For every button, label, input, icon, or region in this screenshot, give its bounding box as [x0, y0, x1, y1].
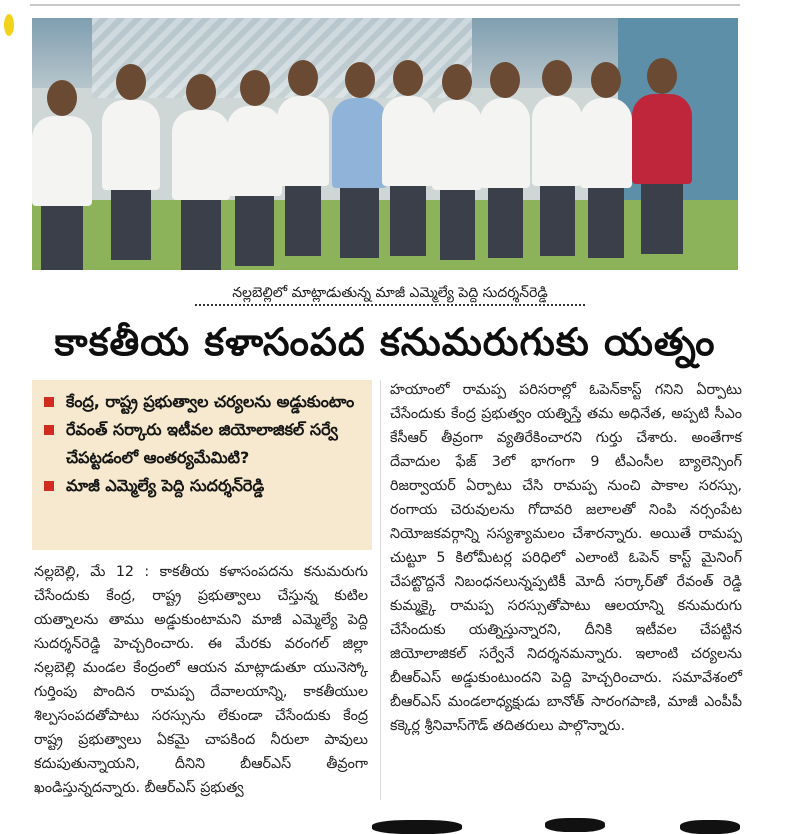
- headline: కాకతీయ కళాసంపద కనుమరుగుకు యత్నం: [54, 320, 716, 364]
- column-divider: [380, 380, 381, 800]
- photo-person-head: [345, 62, 375, 98]
- page-marker: [4, 14, 14, 36]
- photo-person-head: [186, 74, 216, 110]
- highlight-item: [44, 388, 364, 416]
- photo-person-legs: [111, 190, 152, 260]
- photo-person: [332, 98, 387, 188]
- photo-person: [532, 96, 582, 186]
- photo-person-legs: [285, 186, 321, 256]
- next-headline-fragment: [372, 820, 462, 834]
- photo-person: [277, 96, 329, 186]
- highlight-text: కేంద్ర, రాష్ట్ర ప్రభుత్వాల చర్యలను అడ్డుకుంటాం: [66, 392, 355, 411]
- photo-person: [480, 98, 530, 188]
- photo-person: [32, 116, 92, 206]
- photo-person: [632, 94, 692, 184]
- article-column-right: హయాంలో రామప్ప పరిసరాల్లో ఓపెన్‌కాస్ట్ గనిని ఏర్పాటు చేసేందుకు కేంద్ర ప్రభుత్వం యత్నిస్తే తమ అధినేత, అప్పటి సీఎం కేసీఆర్ తీవ్రంగా వ్యతిరేకించారని గుర్తు చేశారు. అంతేగాక దేవాదుల ఫేజ్ 3లో భాగంగా 9 టీఎంసీల బ్యాలెన్సింగ్ రిజర్వాయర్ ఏర్పాటు చేసి రామప్ప నుంచి పాకాల సరస్సు, రంగాయ చెరువులను గోదావరి జలాలతో నింపి నర్సంపేట నియోజకవర్గాన్ని సస్యశ్యామలం చేశారన్నారు. అయితే రామప్ప చుట్టూ 5 కిలోమీటర్ల పరిధిలో ఎలాంటి ఓపెన్ కాస్ట్ మైనింగ్ చేపట్టొద్దనే నిబంధనలున్నప్పటికీ మోదీ సర్కార్‌తో రేవంత్ రెడ్డి కుమ్మక్కై రామప్ప సరస్సుతోపాటు ఆలయాన్ని కనుమరుగు చేసేందుకు యత్నిస్తున్నారని, దీనికి ఇటీవల చేపట్టిన జియోలాజికల్ సర్వేనే నిదర్శనమన్నారు. ఇలాంటి చర్యలను బీఆర్ఎస్ అడ్డుకుంటుందని పెద్ది హెచ్చరించారు. సమావేశంలో బీఆర్ఎస్ మండలాధ్యక్షుడు బానోత్ సారంగపాణి, మాజీ ఎంపీపీ కక్కెర్ల శ్రీనివాస్‌గౌడ్ తదితరులు పాల్గొన్నారు.: [390, 382, 742, 734]
- article-column-left: నల్లబెల్లి, మే 12 : కాకతీయ కళాసంపదను కనుమరుగు చేసేందుకు కేంద్ర, రాష్ట్ర ప్రభుత్వాలు చేస్తున్న కుటిల యత్నాలను తాము అడ్డుకుంటామని మాజీ ఎమ్మెల్యే పెద్ది సుదర్శన్‌రెడ్డి హెచ్చరించారు. ఈ మేరకు వరంగల్ జిల్లా నల్లబెల్లి మండల కేంద్రంలో ఆయన మాట్లాడుతూ యునెస్కో గుర్తింపు పొందిన రామప్ప దేవాలయాన్ని, కాకతీయుల శిల్పసంపదతోపాటు సరస్సును లేకుండా చేసేందుకు కేంద్ర రాష్ట్ర ప్రభుత్వాలు ఏకమై చాపకింద నీరులా పావులు కదుపుతున్నాయని, దీనిని బీఆర్ఎస్ తీవ్రంగా ఖండిస్తున్నదన్నారు. బీఆర్ఎస్ ప్రభుత్వ: [34, 564, 368, 796]
- next-headline-fragment: [545, 818, 605, 832]
- next-article-strip: [0, 812, 800, 831]
- bullet-icon: [44, 481, 54, 491]
- photo-person-legs: [235, 196, 274, 266]
- photo-person: [172, 110, 230, 200]
- photo-person: [227, 106, 282, 196]
- photo-person: [580, 98, 632, 188]
- photo-person-legs: [440, 190, 475, 260]
- photo-person-head: [116, 64, 146, 100]
- photo-person-head: [393, 60, 423, 96]
- bullet-icon: [44, 397, 54, 407]
- photo-person: [102, 100, 160, 190]
- photo-person-legs: [540, 186, 575, 256]
- photo-person-head: [442, 64, 472, 100]
- photo-person-legs: [41, 206, 83, 270]
- photo-person-legs: [181, 200, 222, 270]
- photo-person-legs: [488, 188, 523, 258]
- photo-person-legs: [340, 188, 379, 258]
- photo-person-head: [647, 58, 677, 94]
- photo-person-legs: [641, 184, 683, 254]
- photo-person-head: [47, 80, 77, 116]
- news-photo: [32, 18, 738, 270]
- photo-person-head: [490, 62, 520, 98]
- highlight-item: [44, 472, 364, 500]
- photo-person-head: [542, 60, 572, 96]
- top-rule: [30, 4, 740, 6]
- bullet-icon: [44, 425, 54, 435]
- photo-person-legs: [588, 188, 624, 258]
- photo-person-head: [288, 60, 318, 96]
- highlight-item: [44, 416, 364, 472]
- highlights-box: [32, 380, 372, 550]
- photo-person-head: [240, 70, 270, 106]
- photo-person-legs: [390, 186, 426, 256]
- photo-person: [382, 96, 434, 186]
- highlight-text: రేవంత్ సర్కారు ఇటీవల జియోలాజికల్ సర్వే చేపట్టడంలో ఆంతర్యమేమిటి?: [66, 420, 338, 467]
- photo-caption: నల్లబెల్లిలో మాట్లాడుతున్న మాజీ ఎమ్మెల్యే పెద్ది సుదర్శన్‌రెడ్డి: [195, 282, 585, 306]
- photo-person: [432, 100, 482, 190]
- highlight-text: మాజీ ఎమ్మెల్యే పెద్ది సుదర్శన్‌రెడ్డి: [66, 476, 265, 495]
- next-headline-fragment: [680, 820, 740, 834]
- photo-person-head: [591, 62, 621, 98]
